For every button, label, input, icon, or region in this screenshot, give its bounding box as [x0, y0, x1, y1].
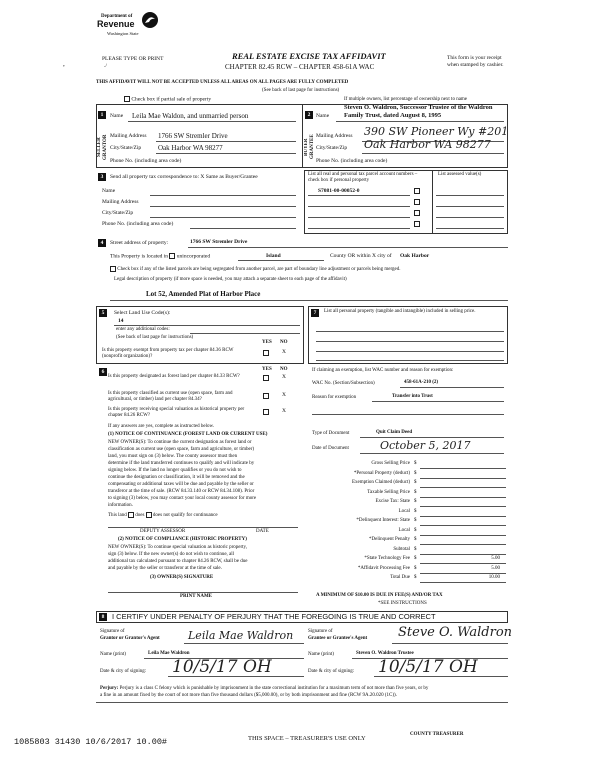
parcel-divider	[432, 170, 433, 234]
grantee-sig-line	[392, 643, 508, 644]
section-5-yes-header: YES	[262, 340, 272, 345]
buyer-name-2: Family Trust, dated August 8, 1995	[344, 112, 442, 119]
unincorporated-checkbox[interactable]	[169, 253, 175, 259]
fee-label: Gross Selling Price	[371, 461, 410, 466]
grantee-date-city: 10/5/17 OH	[378, 657, 478, 677]
parcel-line-1	[308, 195, 410, 196]
assessed-line-2	[436, 206, 504, 207]
minimum-due-note: A MINIMUM OF $10.00 IS DUE IN FEE(S) AND/OR TAX	[316, 593, 443, 598]
document-type-line	[360, 437, 504, 438]
grantor-sig-line	[184, 643, 304, 644]
wac-number: 458-61A-210 (2)	[404, 380, 439, 385]
certify-statement: I CERTIFY UNDER PENALTY OF PERJURY THAT THE FOREGOING IS TRUE AND CORRECT	[112, 612, 436, 621]
perjury-notice	[100, 685, 428, 699]
comma-mark: ,	[63, 60, 65, 68]
perjury-text-1: Perjury is a class C felony which is punishable by imprisonment in the state correctional institution for a maximum term of not more than five years, or by	[119, 686, 429, 691]
agency-line-1: Department of	[101, 14, 133, 19]
fee-dollar-sign: $	[414, 527, 417, 533]
exempt-no-mark: X	[282, 349, 286, 355]
legal-line	[110, 300, 508, 301]
current-use-question: Is this property classified as current use (open space, farm and agricultural, or timber) land per chapter 84.34?	[108, 391, 233, 402]
fee-dollar-sign: $	[414, 565, 417, 571]
notice-2-body	[108, 544, 248, 572]
street-label: Street address of property:	[110, 240, 169, 246]
parcel-line-2	[308, 206, 410, 207]
located-label: This Property is located in	[110, 253, 169, 260]
document-date-line	[360, 453, 504, 454]
fee-line	[420, 497, 506, 498]
forest-no-mark: X	[282, 374, 286, 380]
notice-1-title: (1) NOTICE OF CONTINUANCE (FOREST LAND OR CURRENT USE)	[108, 432, 268, 437]
partial-sale-checkbox[interactable]	[124, 96, 130, 102]
fee-label: *Delinquent Penalty	[369, 537, 410, 542]
notice-2-line: NEW OWNER(S): To continue special valuation as historic property,	[108, 545, 247, 550]
fee-label: *Personal Property (deduct)	[353, 470, 410, 476]
seller-city-line	[156, 153, 296, 154]
county-label: County OR within X city of	[330, 253, 392, 259]
parcel-line-4	[308, 228, 410, 229]
buyer-name-line	[336, 121, 504, 122]
assessed-line-3	[436, 217, 504, 218]
seller-side-label: SELLER GRANTOR	[97, 134, 108, 160]
forest-yes-checkbox[interactable]	[263, 375, 269, 381]
agency-line-2: Revenue	[97, 19, 135, 29]
notice-2-line: and payable by the seller or transferor at the time of sale.	[108, 566, 222, 571]
buyer-mailing: 390 SW Pioneer Wy #201	[364, 125, 509, 138]
correspondence-name-line	[150, 195, 296, 196]
correspondence-mailing-line	[150, 206, 296, 207]
fee-label: Taxable Selling Price	[367, 489, 410, 495]
fee-label: *State Technology Fee	[364, 556, 410, 561]
fee-label: Local	[398, 527, 410, 533]
section-7-number: 7	[311, 309, 319, 317]
assessed-line-1	[436, 195, 504, 196]
exemption-reason: Transfer into Trust	[392, 394, 433, 399]
correspondence-city-line	[150, 217, 296, 218]
fee-dollar-sign: $	[414, 546, 417, 552]
form-chapter: CHAPTER 82.45 RCW – CHAPTER 458-61A WAC	[225, 63, 375, 71]
fee-label: *Affidavit Processing Fee	[357, 565, 410, 571]
seller-city-label: City/State/Zip	[110, 145, 142, 151]
segregated-row	[110, 266, 401, 273]
parcel-checkbox-3[interactable]	[414, 210, 420, 216]
exempt-question: Is this property exempt from property tax per chapter 84.36 RCW (nonprofit organization)?	[102, 348, 234, 359]
correspondence-city-label: City/State/Zip	[102, 210, 134, 216]
personal-property-line-4	[316, 360, 504, 361]
exempt-yes-checkbox[interactable]	[263, 350, 269, 356]
personal-property-line-2	[316, 341, 504, 342]
property-county: Island	[266, 253, 281, 259]
assessed-header: List assessed value(s)	[438, 172, 482, 177]
notice-2-line: additional tax calculated pursuant to chapter 84.26 RCW, shall be due	[108, 559, 248, 564]
buyer-side-label: BUYER GRANTEE	[304, 134, 315, 160]
perjury-text-2: a fine in an amount fixed by the court of not more than five thousand dollars ($5,000.00), or by both imprisonment and fine (RCW 9A.20.020 (1C)).	[100, 693, 397, 698]
section-3-number: 3	[98, 173, 106, 181]
fee-dollar-sign: $	[414, 461, 417, 466]
buyer-mailing-label: Mailing Address	[316, 133, 353, 139]
grantor-signature: Leila Mae Waldron	[188, 629, 294, 642]
fee-dollar-sign: $	[414, 508, 417, 514]
print-name-label: PRINT NAME	[180, 594, 212, 599]
this-land-label: This land	[108, 513, 127, 519]
section-6-no-header: NO	[280, 367, 288, 372]
land-use-label: Select Land Use Code(s):	[114, 310, 171, 316]
grantee-sig-label-1: Signature of	[308, 629, 333, 634]
fee-line	[420, 487, 506, 488]
warning-text: THIS AFFIDAVIT WILL NOT BE ACCEPTED UNLESS ALL AREAS ON ALL PAGES ARE FULLY COMPLETED	[96, 80, 349, 85]
print-name-line	[108, 592, 298, 593]
property-street: 1766 SW Stremler Drive	[190, 239, 248, 245]
seller-name-label: Name	[110, 113, 124, 119]
land-use-line	[114, 325, 300, 326]
section-8-number: 8	[99, 613, 107, 621]
notice-1-line: transferor at the time of sale. (RCW 84.33.140 or RCW 84.34.108). Prior	[108, 489, 255, 494]
notice-1-line: determine if the land transferred continues to qualify and will indicate by	[108, 461, 255, 466]
grantor-date-line	[168, 676, 304, 677]
fee-line	[420, 535, 506, 536]
see-instructions-note: *SEE INSTRUCTIONS	[378, 601, 427, 606]
fee-dollar-sign: $	[414, 537, 417, 542]
seller-city: Oak Harbor WA 98277	[158, 144, 223, 152]
notice-1-line: information.	[108, 503, 133, 508]
fee-label: Subtotal	[393, 546, 410, 552]
fee-line	[420, 478, 506, 479]
fee-line	[420, 582, 506, 583]
document-date-label: Date of Document	[312, 446, 349, 451]
correspondence-mailing-label: Mailing Address	[102, 199, 139, 205]
grantee-signature: Steve O. Waldron	[398, 625, 513, 640]
receipt-note-2: when stamped by cashier.	[447, 62, 504, 68]
fee-value: 5.00	[491, 556, 500, 561]
seller-mailing-label: Mailing Address	[110, 133, 147, 139]
perjury-line-1	[100, 685, 428, 692]
fee-dollar-sign: $	[414, 470, 417, 476]
land-does-not-label: does not qualify for continuance	[152, 513, 218, 519]
legal-description: Lot 52, Amended Plat of Harbor Place	[146, 290, 261, 298]
land-does-label: does	[135, 513, 145, 519]
reason-line	[372, 401, 504, 402]
notice-1-line: continue the designation or classification, it will be removed and the	[108, 475, 245, 480]
owner-signature-label: (3) OWNER(S) SIGNATURE	[150, 575, 214, 580]
street-line	[188, 247, 508, 248]
document-date: October 5, 2017	[380, 439, 471, 452]
treasurer-stamp: 1085803 31430 10/6/2017 10.00#	[14, 737, 168, 747]
section-1-number: 1	[98, 111, 106, 119]
receipt-note-1: This form is your receipt	[447, 55, 502, 61]
section-divider	[302, 104, 303, 168]
historic-question: Is this property receiving special valuation as historical property per chapter 84.26 RCW?	[108, 407, 245, 418]
assessed-line-4	[436, 228, 504, 229]
this-land-row	[108, 512, 218, 519]
agency-line-3: Washington State	[107, 31, 139, 36]
parcel-checkbox-4[interactable]	[414, 221, 420, 227]
personal-property-label: List all personal property (tangible and intangible) included in selling price.	[324, 309, 476, 314]
current-use-no-mark: X	[282, 392, 286, 398]
fee-dollar-sign: $	[414, 575, 417, 580]
buyer-name-label: Name	[316, 113, 330, 119]
notice-1-line: to signing (3) below, you may contact your local county assessor for more	[108, 496, 257, 501]
fee-line	[420, 516, 506, 517]
document-type: Quit Claim Deed	[376, 430, 413, 435]
perjury-label: Perjury:	[100, 686, 119, 691]
buyer-phone-label: Phone No. (including area code)	[316, 158, 388, 164]
notice-2-title: (2) NOTICE OF COMPLIANCE (HISTORIC PROPERTY)	[118, 537, 247, 542]
print-note: PLEASE TYPE OR PRINT	[102, 56, 164, 62]
deputy-label: DEPUTY ASSESSOR	[140, 529, 186, 534]
section-2-number: 2	[305, 111, 313, 119]
land-does-checkbox[interactable]	[128, 512, 134, 518]
notice-1-line: land, you must sign on (3) below. The county assessor must then	[108, 454, 238, 459]
land-does-not-checkbox[interactable]	[146, 512, 152, 518]
correspondence-phone-line	[190, 228, 296, 229]
fee-dollar-sign: $	[414, 489, 417, 495]
notice-2-line: sign (3) below. If the new owner(s) do not wish to continue, all	[108, 552, 235, 557]
fee-label: *Delinquent Interest: State	[356, 518, 410, 523]
if-yes-note: If any answers are yes, complete as instructed below.	[108, 424, 215, 429]
grantee-name-label: Name (print)	[308, 652, 334, 657]
parcel-number: S7081-00-00052-0	[318, 188, 360, 194]
county-line	[238, 260, 324, 261]
buyer-city-label: City/State/Zip	[316, 145, 348, 151]
correspondence-name-label: Name	[102, 188, 116, 194]
reason-line-2	[312, 414, 504, 415]
exemption-claim-label: If claiming an exemption, list WAC number and reason for exemption:	[312, 368, 454, 373]
additional-codes-line	[190, 333, 300, 334]
correspondence-phone-label: Phone No. (including area code)	[102, 221, 174, 227]
fee-dollar-sign: $	[414, 480, 417, 485]
grantee-sig-label-2: Grantee or Grantee's Agent	[308, 636, 368, 641]
parcel-checkbox-1[interactable]	[414, 188, 420, 194]
reason-label: Reason for exemption	[312, 395, 357, 400]
buyer-city: Oak Harbor WA 98277	[364, 138, 491, 151]
fee-label: Excise Tax: State	[375, 499, 410, 504]
segregated-label: Check box if any of the listed parcels are being segregated from another parcel, are part of boundary line adjustment or parcels being merged.	[117, 267, 401, 273]
additional-codes-label: enter any additional codes:	[116, 327, 170, 332]
fee-line	[420, 506, 506, 507]
grantor-date-city: 10/5/17 OH	[172, 657, 272, 677]
notice-1-body	[108, 439, 256, 509]
deputy-date-label: DATE	[256, 529, 269, 534]
fee-line	[420, 573, 506, 574]
personal-property-line-3	[316, 351, 504, 352]
seller-name: Leila Mae Waldon, and unmarried person	[132, 112, 249, 120]
fee-dollar-sign: $	[414, 556, 417, 561]
fee-line	[420, 468, 506, 469]
notice-1-line: classification as current use (open space, farm and agriculture, or timber)	[108, 447, 255, 452]
seller-mailing-line	[156, 141, 296, 142]
notice-1-line: NEW OWNER(S): To continue the current designation as forest land or	[108, 440, 252, 445]
fee-dollar-sign: $	[414, 499, 417, 504]
section-5-see-back: (See back of last page for instructions)	[116, 335, 194, 340]
treasurer-use-only: THIS SPACE – TREASURER'S USE ONLY	[248, 735, 366, 742]
property-city: Oak Harbor	[400, 253, 430, 259]
buyer-city-line	[362, 153, 504, 154]
historic-yes-checkbox[interactable]	[263, 409, 269, 415]
fee-label: Exemption Claimed (deduct)	[351, 480, 410, 485]
section-6-number: 6	[99, 368, 107, 376]
segregated-checkbox[interactable]	[110, 266, 116, 272]
wac-label: WAC No. (Section/Subsection)	[312, 381, 375, 386]
buyer-name-1: Steven O. Waldron, Successor Trustee of the Waldron	[344, 104, 493, 111]
section-5-no-header: NO	[280, 340, 288, 345]
grantor-name-label: Name (print)	[100, 652, 126, 657]
located-row	[110, 253, 210, 260]
fee-line	[420, 544, 506, 545]
section-3-label: Send all property tax correspondence to: X Same as Buyer/Grantee	[110, 174, 258, 180]
county-treasurer-label: COUNTY TREASURER	[410, 732, 464, 737]
fee-line	[420, 563, 506, 564]
footer-divider	[96, 702, 508, 703]
grantee-date-line	[374, 676, 508, 677]
notice-1-line: signing below. If the land no longer qualifies or you do not wish to	[108, 468, 242, 473]
see-back-instructions: (See back of last page for instructions)	[262, 88, 340, 93]
fee-line	[420, 554, 506, 555]
fee-value: 10.00	[488, 575, 500, 580]
grantor-sig-label-1: Signature of	[100, 629, 125, 634]
notice-1-line: compensating or additional taxes will be due and payable by the seller or	[108, 482, 254, 487]
partial-sale-label: Check box if partial sale of property	[131, 96, 212, 103]
grantee-print-name: Steven O. Waldron Trustee	[356, 651, 414, 656]
section-5-number: 5	[99, 309, 107, 317]
deputy-line	[108, 527, 298, 528]
forest-land-question: Is this property designated as forest land per chapter 84.33 RCW?	[108, 374, 240, 379]
fee-line	[420, 525, 506, 526]
revenue-logo-icon	[141, 10, 159, 30]
slash-mark: ./	[104, 63, 107, 69]
seller-mailing: 1766 SW Stremler Drive	[158, 132, 228, 140]
personal-property-line-1	[316, 331, 504, 332]
legal-label: Legal description of property (if more space is needed, you may attach a separate sheet to each page of the affidavit)	[114, 277, 347, 282]
seller-name-line	[128, 121, 296, 122]
section-6-yes-header: YES	[262, 367, 272, 372]
wac-line	[400, 387, 504, 388]
parcel-line-3	[308, 217, 410, 218]
historic-no-mark: X	[282, 408, 286, 414]
parcel-header: List all real and personal tax parcel account numbers – check box if personal property	[308, 172, 418, 183]
seller-phone-label: Phone No. (including area code)	[110, 158, 182, 164]
fee-dollar-sign: $	[414, 518, 417, 523]
grantor-print-name: Leila Mae Waldron	[148, 651, 190, 656]
fee-value: 5.00	[491, 565, 500, 571]
section-4-number: 4	[98, 239, 106, 247]
land-use-code: 14	[118, 318, 124, 324]
form-title: REAL ESTATE EXCISE TAX AFFIDAVIT	[232, 51, 386, 61]
grantee-date-label: Date & city of signing:	[308, 669, 355, 674]
grantor-sig-label-2: Grantor or Grantor's Agent	[100, 636, 160, 641]
fee-label: Local	[398, 508, 410, 514]
current-use-yes-checkbox[interactable]	[263, 393, 269, 399]
parcel-checkbox-2[interactable]	[414, 199, 420, 205]
fee-label: Total Due	[390, 575, 410, 580]
unincorporated-label: unincorporated	[176, 253, 211, 260]
grantor-date-label: Date & city of signing:	[100, 669, 147, 674]
document-type-label: Type of Document	[312, 431, 350, 436]
multiple-owners-note: If multiple owners, list percentage of ownership next to name	[344, 97, 468, 102]
partial-sale-row	[124, 96, 211, 103]
